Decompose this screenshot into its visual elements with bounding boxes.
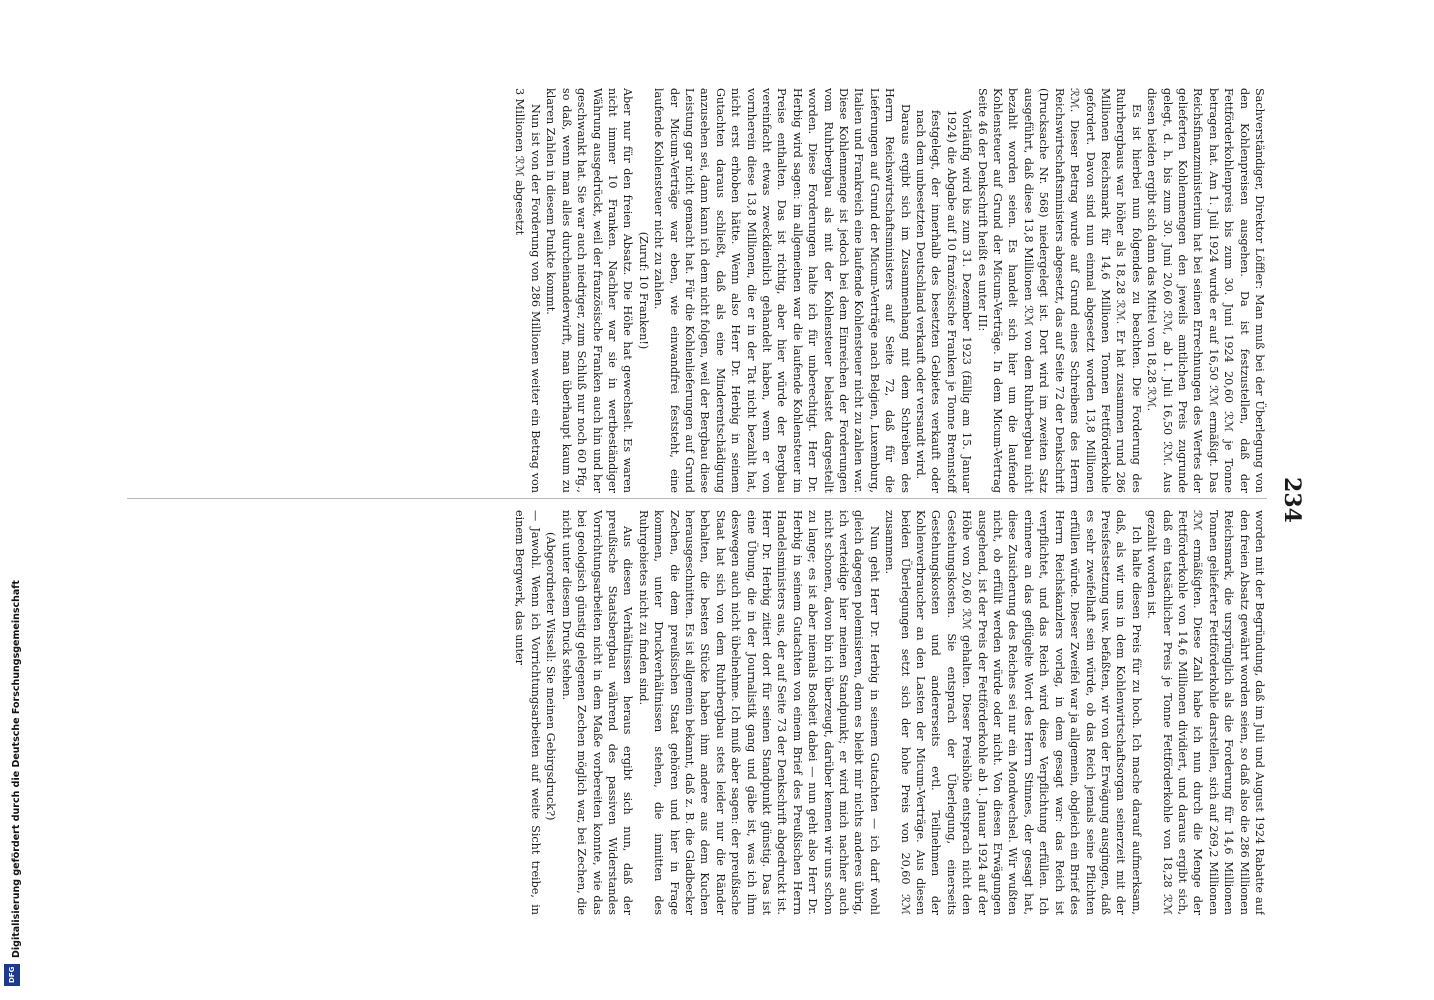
paragraph: Aus diesen Verhältnissen heraus ergibt sich nun, daß der preußische Staatsbergbau während des passiven Widerstandes Vorrichtungsarbeiten nicht in dem Maße vorbereiten konnte, wie das bei geologisch günstig gelegenen Zechen möglich war, bei Zechen, die nicht unter diesem Druck stehen. — [559, 510, 635, 915]
right-column — [127, 510, 1267, 915]
paragraph: worden mit der Begründung, daß im Juli und August 1924 Rabatte auf den freien Absatz gewährt worden seien, so daß also die 286 Millionen Reichsmark, die ursprünglich als die Forderung für 14,6 Millionen Tonnen gelieferter Fettförderkohle darstellen, sich auf 269,2 Millionen ℛℳ ermäßigten. Diese Zahl habe ich nun durch die Menge der Fettförderkohle von 14,6 Millionen dividiert, und daraus ergibt sich, daß ein tatsächlicher Preis je Tonne Fettförderkohle von 18,28 ℛℳ gezahlt worden ist. — [1145, 510, 1266, 915]
paragraph: Nun ist von der Forderung von 286 Millionen weiter ein Betrag von 3 Millionen ℛℳ abgesetzt — [513, 88, 542, 493]
paragraph-quote: Vorläufig wird bis zum 31. Dezember 1923 (fällig am 15. Januar 1924) die Abgabe auf 10 französische Franken je Tonne Brennstoff festgelegt, der innerhalb des besetzten Gebietes verkauft oder nach dem unbesetzten Deutschland verkauft oder versandt wird. — [914, 110, 974, 493]
paragraph: Ich halte diesen Preis für zu hoch. Ich mache darauf aufmerksam, daß, als wir uns in dem Kohlenwirtschaftsorgan seinerzeit mit der Preisfestsetzung usw. befaßten, wir von der Erwägung ausgingen, daß es sehr zweifelhaft sein würde, ob das Reich jemals seine Pflichten erfüllen würde. Dieser Zweifel war ja allgemein, obgleich ein Brief des Herrn Reichskanzlers vorlag, in dem gesagt war: das Reich ist verpflichtet, und das Reich wird diese Verpflichtung erfüllen. Ich erinnere an das geflügelte Wort des Herrn Stinnes, der gesagt hat, diese Zusicherung des Reiches sei nur ein Mondwechsel. Wir wußten nicht, ob erfüllt werden würde oder nicht. Von diesen Erwägungen ausgehend, ist der Preis der Fettförderkohle ab 1. Januar 1924 auf der Höhe von 20,60 ℛℳ gehalten. Dieser Preishöhe entsprach nicht den Gestehungskosten. Sie entsprach der Überlegung, einerseits Gestehungskosten und andererseits evtl. Teilnehmen der Kohlenverbraucher an den Lasten der Micum-Verträge. Aus diesen beiden Überlegungen setzt sich der hohe Preis von 20,60 ℛℳ zusammen. — [883, 510, 1143, 915]
paragraph: Nun geht Herr Dr. Herbig in seinem Gutachten — ich darf wohl gleich dagegen polemisieren, denn es bleibt mir nichts anderes übrig, ich verteidige hier meinen Standpunkt; er wird mich nachher auch nicht schonen, davon bin ich überzeugt, darüber kennen wir uns schon zu lange; es ist aber niemals Bosheit dabei — nun geht also Herr Dr. Herbig in seinem Gutachten von einem Brief des Preußischen Herrn Handelsministers aus, der auf Seite 73 der Denkschrift abgedruckt ist. Herr Dr. Herbig zitiert dort für seinen Standpunkt günstig. Das ist eine Übung, die in der Journalistik gang und gäbe ist, was ich ihm deswegen auch nicht übelnehme. Ich muß aber sagen: der preußische Staat hat sich von dem Ruhrbergbau stets leider nur die Ränder behalten, die besten Stücke haben ihm andere aus dem Kuchen herausgeschnitten. Es ist allgemein bekannt, daß z. B. die Gladbecker Zechen, die dem preußischen Staat gehören und hier in Frage kommen, unter Druckverhältnissen stehen, die inmitten des Ruhrgebietes nicht zu finden sind. — [636, 510, 881, 915]
footer-credit: Digitalisierung gefördert durch die Deutsche Forschungsgemeinschaft — [11, 580, 22, 958]
paragraph: Aber nur für den freien Absatz. Die Höhe hat gewechselt. Es waren nicht immer 10 Franken. Nachher war sie in wertbeständiger Währung ausgedrückt, weil der französische Franken auch hin und her geschwankt hat. Sie war auch niedriger, zum Schluß nur noch 60 Pfg., so daß, wenn man alles durcheinanderwirft, man überhaupt kaum zu klaren Zahlen in diesem Punkte kommt. — [544, 88, 635, 493]
digitization-footer — [2, 12, 22, 992]
rotated-page — [107, 70, 1327, 930]
paragraph: Es ist hierbei nun folgendes zu beachten. Die Forderung des Ruhrbergbaus war höher als 18,28 ℛℳ. Er hat zusammen rund 286 Millionen Reichsmark für 14,6 Millionen Tonnen Fettförderkohle gefordert. Davon sind nun einmal abgesetzt worden 13,8 Millionen ℛℳ. Dieser Betrag wurde auf Grund eines Schreibens des Herrn Reichswirtschaftsministers abgesetzt, das auf Seite 72 der Denkschrift (Drucksache Nr. 568) niedergelegt ist. Dort wird im zweiten Satz ausgeführt, daß diese 13,8 Millionen ℛℳ von dem Ruhrbergbau nicht bezahlt worden seien. Es handelt sich hier um die laufende Kohlensteuer auf Grund der Micum-Verträge. In dem Micum-Vertrag Seite 46 der Denkschrift heißt es unter III: — [975, 88, 1143, 493]
interjection: (Zuruf: 10 Franken!) — [636, 231, 650, 350]
column-divider — [127, 498, 1267, 499]
dfg-logo-icon: DFG — [4, 964, 20, 986]
paragraph: Sachverständiger, Direktor Löffler: Man muß bei der Überlegung von den Kohlenpreisen ausgehen. Da ist festzustellen, daß der Fettförderkohlenpreis bis zum 30. Juni 1924 20,60 ℛℳ je Tonne betragen hat. Am 1. Juli 1924 wurde er auf 16,50 ℛℳ ermäßigt. Das Reichsfinanzministerium hat bei seinen Errechnungen des Wertes der gelieferten Kohlenmengen den jeweils amtlichen Preis zugrunde gelegt, d. h. bis zum 30. Juni 20,60 ℛℳ, ab 1. Juli 16,50 ℛℳ. Aus diesen beiden ergibt sich dann das Mittel von 18,28 ℛℳ. — [1145, 88, 1266, 493]
paragraph: Daraus ergibt sich im Zusammenhang mit dem Schreiben des Herrn Reichswirtschaftsministers auf Seite 72, daß für die Lieferungen auf Grund der Micum-Verträge nach Belgien, Luxemburg, Italien und Frankreich eine laufende Kohlensteuer nicht zu zahlen war. Diese Kohlenmenge ist jedoch bei dem Einreichen der Forderungen vom Ruhrbergbau als mit der Kohlensteuer belastet dargestellt worden. Diese Forderungen halte ich für unberechtigt. Herr Dr. Herbig wird sagen: im allgemeinen war die laufende Kohlensteuer im Preise enthalten. Das ist richtig, aber hier würde der Bergbau vereinfacht etwas zweckdienlich gehandelt haben, wenn er von vornherein diese 13,8 Millionen, die er in der Tat nicht bezahlt hat, nicht erst erhoben hätte. Wenn also Herr Dr. Herbig in seinem Gutachten daraus schließt, daß als eine Minderentschädigung anzusehen sei, dann kann ich dem nicht folgen, weil der Bergbau diese Leistung gar nicht gemacht hat. Für die Kohlenlieferungen auf Grund der Micum-Verträge war eben, wie einwandfrei feststeht, eine laufende Kohlensteuer nicht zu zahlen. — [652, 88, 912, 493]
interjection: (Abgeordneter Wissell: Sie meinen Gebirgsdruck?) — [544, 532, 558, 821]
paragraph: — Jawohl. Wenn ich Vorrichtungsarbeiten auf weite Sicht treibe, in einem Bergwerk, das unter — [513, 510, 542, 915]
left-column — [127, 88, 1267, 493]
page-number: 234 — [1279, 477, 1305, 523]
